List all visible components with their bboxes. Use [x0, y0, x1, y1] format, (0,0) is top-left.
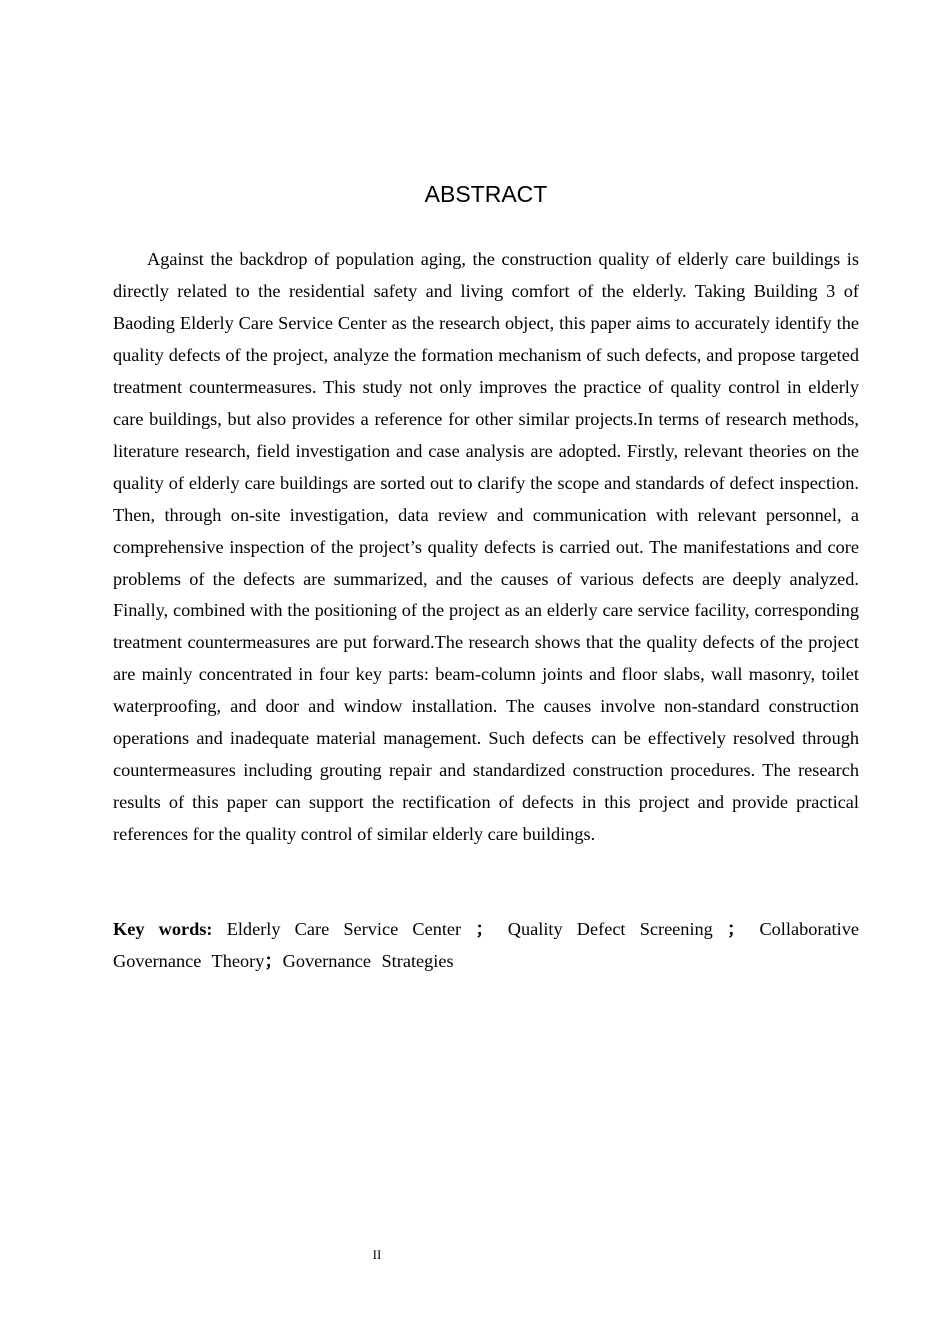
abstract-title: ABSTRACT — [424, 181, 548, 207]
keywords-line — [113, 914, 859, 977]
keywords-label: Key words: — [113, 919, 213, 939]
keyword-separator: ； — [264, 950, 283, 971]
keyword-item: Collaborative Governance Theory — [113, 919, 859, 971]
keyword-item: Quality Defect Screening — [507, 919, 713, 939]
keyword-separator: ； — [727, 919, 746, 939]
keyword-item: Elderly Care Service Center — [226, 919, 462, 939]
page-number: II — [372, 1247, 382, 1262]
keyword-item: Governance Strategies — [282, 950, 454, 971]
abstract-body: Against the backdrop of population aging, the construction quality of elderly care buildings is directly related to the residential safety and living comfort of the elderly. Taking Building 3 of Baoding Elderly Care Service Center as the research object, this paper aims to accurately identify the quality defects of the project, analyze the formation mechanism of such defects, and propose targeted treatment countermeasures. This study not only improves the practice of quality control in elderly care buildings, but also provides a reference for other similar projects.In terms of research methods, literature research, field investigation and case analysis are adopted. Firstly, relevant theories on the quality of elderly care buildings are sorted out to clarify the scope and standards of defect inspection. Then, through on-site investigation, data review and communication with relevant personnel, a comprehensive inspection of the project’s quality defects is carried out. The manifestations and core problems of the defects are summarized, and the causes of various defects are deeply analyzed. Finally, combined with the positioning of the project as an elderly care service facility, corresponding treatment countermeasures are put forward.The research shows that the quality defects of the project are mainly concentrated in four key parts: beam-column joints and floor slabs, wall masonry, toilet waterproofing, and door and window installation. The causes involve non-standard construction operations and inadequate material management. Such defects can be effectively resolved through countermeasures including grouting repair and standardized construction procedures. The research results of this paper can support the rectification of defects in this project and provide practical references for the quality control of similar elderly care buildings. — [113, 249, 859, 845]
keyword-separator: ； — [475, 919, 494, 939]
